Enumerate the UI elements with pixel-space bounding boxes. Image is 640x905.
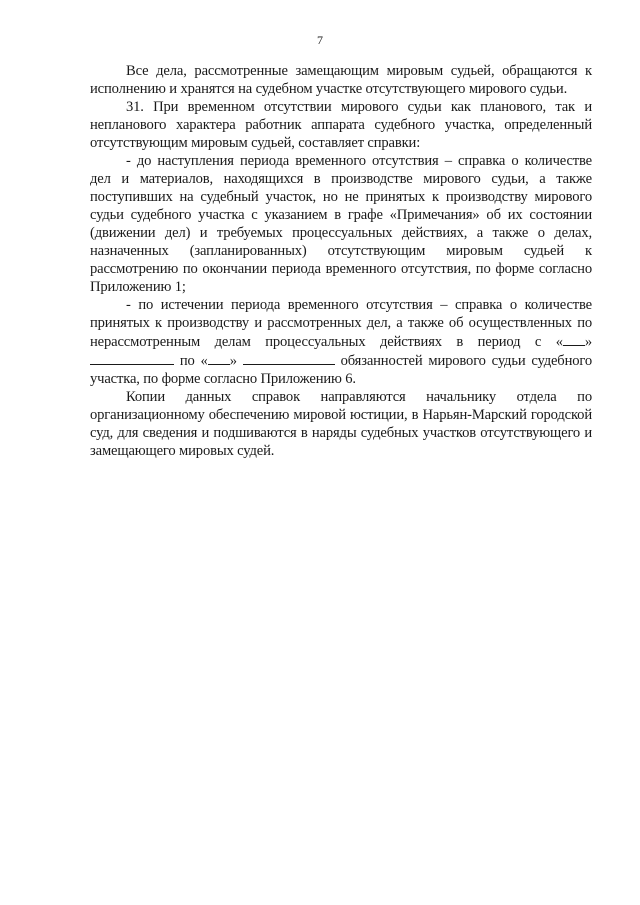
date-day-blank-from xyxy=(563,332,585,346)
date-month-blank-from xyxy=(90,351,174,365)
after-absence-text-2: » xyxy=(584,334,592,350)
paragraph-copies-distribution: Копии данных справок направляются начальнику отдела по организационному обеспечению мировой юстиции, в Нарьян-Марский городской суд, для сведения и подшиваются в наряды судебных участков отсутствующего и замещающего мировых судей. xyxy=(90,389,592,459)
date-day-blank-to xyxy=(208,351,230,365)
paragraph-31-certificates: 31. При временном отсутствии мирового судьи как планового, так и непланового характера работник аппарата судебного участка, определенный отсутствующим мировым судьей, составляет справки: xyxy=(90,99,592,151)
page-number: 7 xyxy=(317,33,323,47)
after-absence-text-4: » xyxy=(229,353,237,369)
after-absence-text-1: - по истечении периода временного отсутствия – справка о количестве принятых к производству и рассмотренных дел, а также об осуществленных по нерассмотренным делам процессуальных действиях в период с « xyxy=(90,297,592,350)
date-month-blank-to xyxy=(243,351,335,365)
after-absence-text-3: по « xyxy=(174,353,208,369)
after-absence-text-5: обязанностей мирового судьи судебного участка, по форме согласно Приложению 6. xyxy=(90,353,593,387)
paragraph-cases-storage: Все дела, рассмотренные замещающим мировым судьей, обращаются к исполнению и хранятся на судебном участке отсутствующего мирового судьи. xyxy=(90,63,592,97)
document-body xyxy=(90,62,592,460)
paragraph-after-absence xyxy=(90,296,592,388)
paragraph-before-absence: - до наступления периода временного отсутствия – справка о количестве дел и материалов, находящихся в производстве мирового судьи, а также поступивших на судебный участок, но не принятых к производству мирового судьи судебного участка с указанием в графе «Примечания» об их состоянии (движении дел) и требуемых процессуальных действиях, а также о делах, назначенных (запланированных) отсутствующим мировым судьей к рассмотрению по окончании периода временного отсутствия, по форме согласно Приложению 1; xyxy=(90,153,592,295)
